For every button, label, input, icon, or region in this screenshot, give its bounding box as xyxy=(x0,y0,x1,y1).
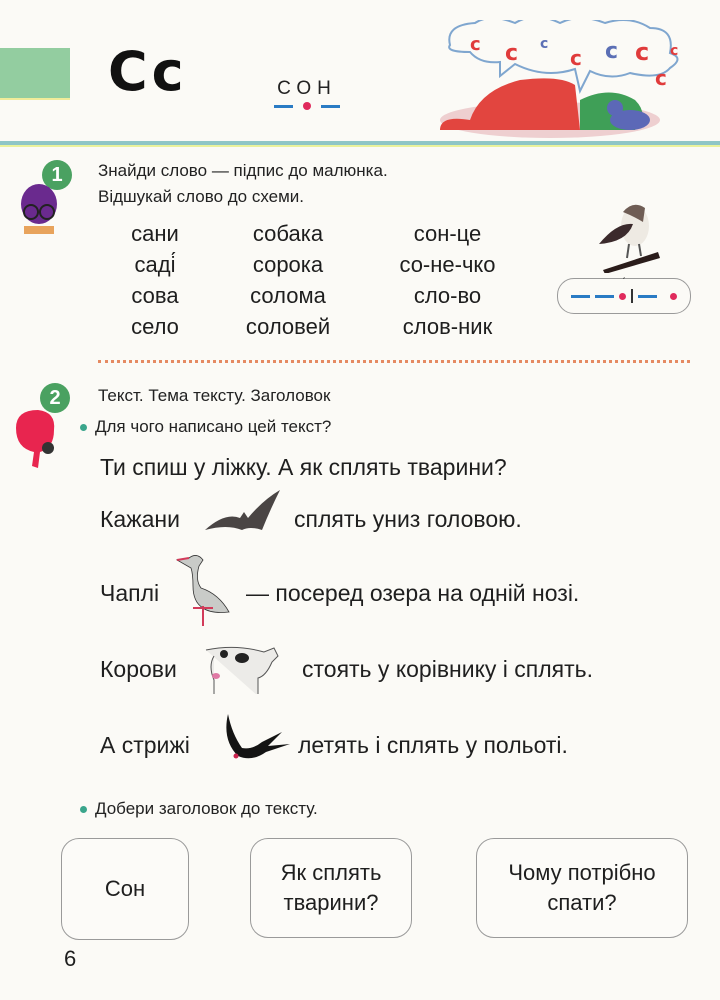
title-choice-how-animals-sleep[interactable] xyxy=(250,838,412,938)
consonant-dot-icon xyxy=(303,102,311,110)
header-color-tab xyxy=(0,48,70,100)
story-line-2-start: Кажани xyxy=(100,506,180,532)
story-line-2-end: сплять униз головою. xyxy=(294,506,522,532)
svg-text:c: c xyxy=(470,34,481,55)
scheme-marks xyxy=(272,102,342,110)
instruction-line: Знайди слово — підпис до малюнка. xyxy=(98,161,388,180)
cow-picture xyxy=(202,642,280,694)
task2-title: Текст. Тема тексту. Заголовок xyxy=(98,386,331,405)
word-item[interactable]: соловей xyxy=(245,314,331,339)
word-item[interactable]: слов-ник xyxy=(402,314,493,339)
choice-label: Як сплять тварини? xyxy=(280,860,382,915)
consonant-dot-icon xyxy=(670,293,677,300)
prompt-text: Добери заголовок до тексту. xyxy=(95,799,318,818)
word-item[interactable]: село xyxy=(131,314,179,339)
word-item[interactable]: сорока xyxy=(252,252,324,277)
title-choice-why-sleep[interactable] xyxy=(476,838,688,938)
word-item[interactable]: сова xyxy=(131,283,179,308)
word-column-3 xyxy=(380,218,515,342)
story-line-3-start: Чаплі xyxy=(100,580,160,606)
vowel-dash-icon xyxy=(595,295,614,298)
syllable-divider-icon xyxy=(631,289,633,303)
task1-instructions xyxy=(98,158,388,210)
stressed-dot-icon: ˊ xyxy=(619,287,626,305)
vowel-dash-icon xyxy=(321,105,340,108)
story-line-1: Ти спиш у ліжку. А як сплять тварини? xyxy=(100,454,507,480)
section-divider xyxy=(98,360,690,363)
vowel-dash-icon xyxy=(274,105,293,108)
nightingale-picture xyxy=(595,198,665,273)
question-text: Для чого написано цей текст? xyxy=(95,417,332,436)
heron-picture xyxy=(175,550,235,630)
vowel-dash-icon xyxy=(638,295,657,298)
word-column-1 xyxy=(100,218,210,342)
word-item[interactable]: сани xyxy=(131,221,179,246)
bullet-icon xyxy=(80,806,87,813)
header-rule xyxy=(0,141,720,147)
choice-label: Сон xyxy=(104,876,146,901)
task2-question xyxy=(80,414,331,440)
task2-prompt xyxy=(80,796,318,822)
owl-reading-icon xyxy=(18,180,60,242)
title-choice-son[interactable] xyxy=(61,838,189,940)
svg-text:c: c xyxy=(670,43,679,59)
svg-text:c: c xyxy=(540,36,549,52)
word-item[interactable]: сон-це xyxy=(413,221,482,246)
vowel-dash-icon xyxy=(571,295,590,298)
scheme-word: СОН xyxy=(277,78,337,99)
word-item[interactable]: солома xyxy=(250,283,326,308)
story-line-3-end: — посеред озера на одній нозі. xyxy=(246,580,580,606)
word-item[interactable]: собака xyxy=(252,221,324,246)
choice-label: Чому потрібно спати? xyxy=(508,860,656,915)
story-line-4-start: Корови xyxy=(100,656,177,682)
sleeping-cat-illustration xyxy=(430,20,720,140)
word-column-2 xyxy=(228,218,348,342)
svg-text:c: c xyxy=(635,38,650,66)
bullet-icon xyxy=(80,424,87,431)
story-line-5-start: А стрижі xyxy=(100,732,190,758)
svg-text:c: c xyxy=(505,41,519,66)
word-item[interactable]: сло-во xyxy=(413,283,482,308)
word-item[interactable]: саді́ xyxy=(134,252,176,277)
letter-title: Сс xyxy=(108,40,188,103)
page-number: 6 xyxy=(64,946,77,971)
svg-text:c: c xyxy=(605,39,619,64)
story-line-4-end: стоять у корівнику і сплять. xyxy=(302,656,594,682)
task-number-badge: 1 xyxy=(42,160,72,190)
svg-text:c: c xyxy=(655,66,667,90)
word-scheme xyxy=(272,78,342,110)
word-item[interactable]: со-не-чко xyxy=(399,252,496,277)
character-with-magnifier-icon xyxy=(10,408,60,470)
task-number-badge: 2 xyxy=(40,383,70,413)
instruction-line: Відшукай слово до схеми. xyxy=(98,187,305,206)
story-line-5-end: летять і сплять у польоті. xyxy=(298,732,568,758)
swift-picture xyxy=(222,712,294,764)
word-schema-box xyxy=(557,278,691,314)
svg-text:c: c xyxy=(570,46,582,70)
bat-picture xyxy=(203,490,283,535)
